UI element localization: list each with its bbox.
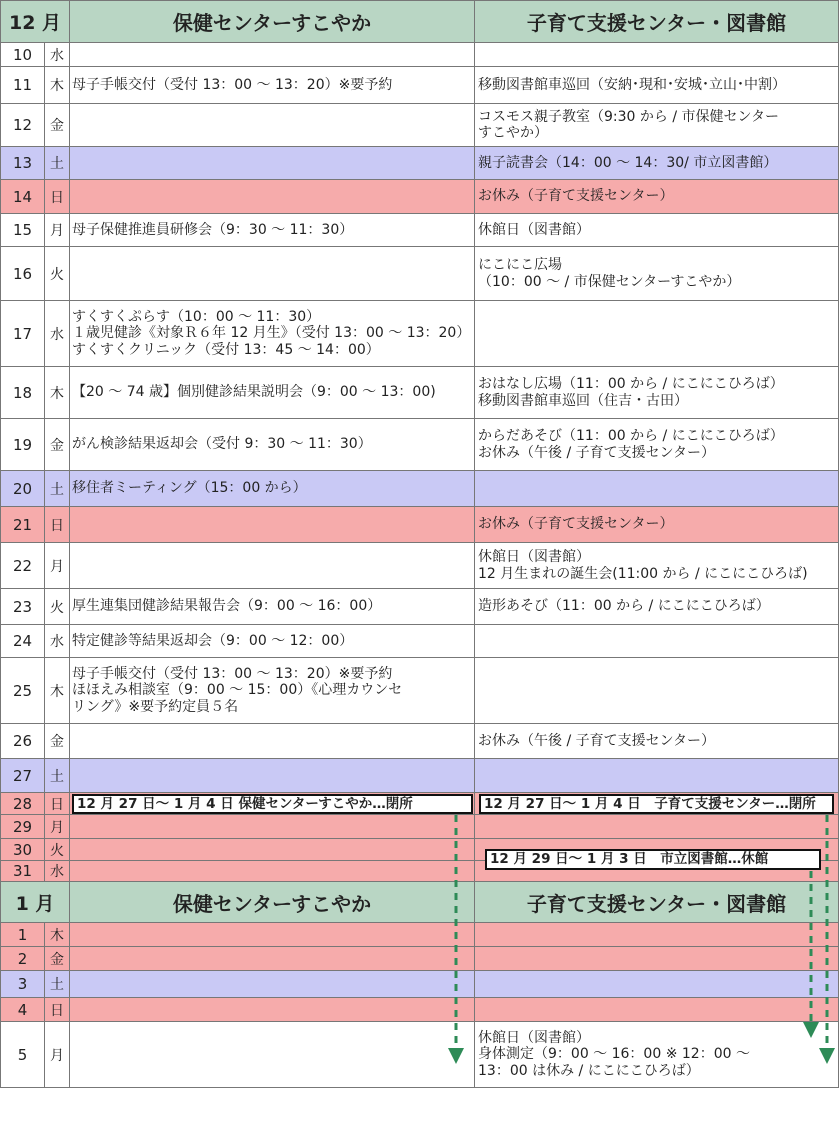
health-center-events [70, 180, 475, 214]
health-center-events [70, 419, 475, 471]
weekday-label: 水 [45, 625, 70, 658]
event-line: お休み（午後 / 子育て支援センター） [478, 732, 716, 749]
event-line: にこにこ広場 [478, 257, 562, 274]
support-center-events [475, 923, 839, 947]
support-center-events [475, 147, 839, 180]
day-number: 23 [1, 589, 45, 625]
health-center-events [70, 947, 475, 971]
event-line: 休館日（図書館） [478, 549, 590, 566]
event-line: 厚生連集団健診結果報告会（9：00 〜 16：00） [72, 598, 382, 615]
health-center-events [70, 214, 475, 247]
event-line: 特定健診等結果返却会（9：00 〜 12：00） [72, 632, 354, 649]
event-line: 移動図書館車巡回（安納･現和･安城･立山･中割） [478, 76, 786, 93]
event-line: 移動図書館車巡回（住吉・古田） [478, 392, 688, 409]
weekday-label: 水 [45, 861, 70, 882]
health-center-events [70, 861, 475, 882]
support-center-events [475, 815, 839, 839]
weekday-label: 金 [45, 724, 70, 759]
event-line: すこやか） [478, 125, 548, 141]
day-number: 22 [1, 543, 45, 589]
day-row [1, 214, 839, 247]
december-header [1, 1, 839, 43]
support-center-events [475, 507, 839, 543]
day-number: 26 [1, 724, 45, 759]
day-number: 29 [1, 815, 45, 839]
weekday-label: 木 [45, 923, 70, 947]
health-center-events [70, 301, 475, 367]
event-line: （10：00 〜 / 市保健センターすこやか） [478, 273, 741, 290]
support-center-events [475, 658, 839, 724]
health-center-events [70, 43, 475, 67]
weekday-label: 月 [45, 815, 70, 839]
support-center-events [475, 247, 839, 301]
day-number: 16 [1, 247, 45, 301]
day-number: 31 [1, 861, 45, 882]
weekday-label: 金 [45, 947, 70, 971]
weekday-label: 金 [45, 419, 70, 471]
support-center-events [475, 947, 839, 971]
day-row [1, 589, 839, 625]
day-row [1, 471, 839, 507]
day-row [1, 147, 839, 180]
day-row [1, 419, 839, 471]
health-center-events [70, 724, 475, 759]
weekday-label: 日 [45, 180, 70, 214]
day-row [1, 1022, 839, 1088]
health-center-events [70, 658, 475, 724]
weekday-label: 土 [45, 471, 70, 507]
support-center-events [475, 43, 839, 67]
event-line: リング》※要予約定員５名 [72, 698, 239, 715]
event-line: 母子手帳交付（受付 13：00 〜 13：20）※要予約 [72, 76, 393, 93]
weekday-label: 木 [45, 67, 70, 104]
support-center-events [475, 104, 839, 147]
health-center-header: 保健センターすこやか [70, 882, 475, 923]
day-number: 1 [1, 923, 45, 947]
day-row [1, 543, 839, 589]
day-number: 12 [1, 104, 45, 147]
weekday-label: 金 [45, 104, 70, 147]
day-row [1, 67, 839, 104]
weekday-label: 土 [45, 759, 70, 793]
support-center-events [475, 1022, 839, 1088]
support-center-events [475, 367, 839, 419]
day-number: 21 [1, 507, 45, 543]
event-line: お休み（子育て支援センター） [478, 516, 674, 533]
banner-library-closure: 12 月 29 日〜 1 月 3 日 市立図書館…休館 [485, 849, 821, 870]
support-center-header: 子育て支援センター・図書館 [475, 1, 839, 43]
weekday-label: 火 [45, 839, 70, 861]
event-line: コスモス親子教室（9:30 から / 市保健センター [478, 108, 779, 125]
support-center-events [475, 471, 839, 507]
day-row [1, 625, 839, 658]
support-center-events [475, 180, 839, 214]
support-center-events [475, 301, 839, 367]
support-center-events [475, 67, 839, 104]
health-center-events [70, 815, 475, 839]
event-line: すくすくクリニック（受付 13：45 〜 14：00） [72, 341, 380, 358]
health-center-events [70, 147, 475, 180]
health-center-events [70, 625, 475, 658]
event-line: 母子手帳交付（受付 13：00 〜 13：20）※要予約 [72, 666, 393, 683]
weekday-label: 月 [45, 543, 70, 589]
event-line: 親子読書会（14：00 〜 14：30/ 市立図書館） [478, 154, 778, 171]
day-number: 14 [1, 180, 45, 214]
banner-support-closure: 12 月 27 日〜 1 月 4 日 子育て支援センター…閉所 [479, 794, 834, 814]
day-row [1, 998, 839, 1022]
health-center-events [70, 471, 475, 507]
event-line: 移住者ミーティング（15：00 から） [72, 480, 307, 497]
day-number: 17 [1, 301, 45, 367]
support-center-events [475, 759, 839, 793]
event-line: 休館日（図書館） [478, 221, 590, 238]
day-row [1, 759, 839, 793]
event-line: 身体測定（9：00 〜 16：00 ※ 12：00 〜 [478, 1046, 750, 1063]
day-number: 25 [1, 658, 45, 724]
day-row [1, 301, 839, 367]
day-number: 19 [1, 419, 45, 471]
health-center-events [70, 507, 475, 543]
support-center-events [475, 589, 839, 625]
day-row [1, 507, 839, 543]
weekday-label: 月 [45, 214, 70, 247]
weekday-label: 火 [45, 247, 70, 301]
support-center-events [475, 971, 839, 998]
banner-health-closure: 12 月 27 日〜 1 月 4 日 保健センターすこやか…閉所 [72, 794, 473, 814]
day-number: 4 [1, 998, 45, 1022]
weekday-label: 木 [45, 367, 70, 419]
event-line: 【20 〜 74 歳】個別健診結果説明会（9：00 〜 13：00) [72, 384, 436, 401]
event-line: 造形あそび（11：00 から / にこにこひろば） [478, 598, 770, 615]
day-row [1, 815, 839, 839]
weekday-label: 日 [45, 793, 70, 815]
day-number: 2 [1, 947, 45, 971]
event-line: ほほえみ相談室（9：00 〜 15：00）《心理カウンセ [72, 682, 403, 699]
day-row [1, 367, 839, 419]
day-row [1, 971, 839, 998]
support-center-header: 子育て支援センター・図書館 [475, 882, 839, 923]
support-center-events [475, 724, 839, 759]
day-number: 15 [1, 214, 45, 247]
health-center-events [70, 367, 475, 419]
health-center-events [70, 247, 475, 301]
day-number: 3 [1, 971, 45, 998]
weekday-label: 土 [45, 147, 70, 180]
day-row [1, 923, 839, 947]
weekday-label: 土 [45, 971, 70, 998]
event-line: すくすくぷらす（10：00 〜 11：30） [72, 309, 321, 326]
day-row [1, 43, 839, 67]
day-number: 13 [1, 147, 45, 180]
health-center-events [70, 67, 475, 104]
weekday-label: 水 [45, 43, 70, 67]
health-center-events [70, 589, 475, 625]
health-center-events [70, 971, 475, 998]
event-line: １歳児健診《対象Ｒ６年 12 月生》（受付 13：00 〜 13：20） [72, 325, 471, 342]
day-number: 5 [1, 1022, 45, 1088]
event-line: 13：00 は休み / にこにこひろば） [478, 1062, 700, 1079]
day-row [1, 724, 839, 759]
day-number: 24 [1, 625, 45, 658]
event-line: 12 月生まれの誕生会(11:00 から / にこにこひろば) [478, 565, 808, 582]
day-number: 27 [1, 759, 45, 793]
weekday-label: 火 [45, 589, 70, 625]
health-center-events [70, 839, 475, 861]
support-center-events [475, 625, 839, 658]
event-line: お休み（午後 / 子育て支援センター） [478, 444, 716, 461]
support-center-events [475, 543, 839, 589]
day-row [1, 247, 839, 301]
day-row [1, 947, 839, 971]
weekday-label: 日 [45, 507, 70, 543]
support-center-events [475, 998, 839, 1022]
day-number: 11 [1, 67, 45, 104]
event-line: がん検診結果返却会（受付 9：30 〜 11：30） [72, 436, 372, 453]
january-header [1, 882, 839, 923]
day-number: 30 [1, 839, 45, 861]
day-number: 10 [1, 43, 45, 67]
event-line: 休館日（図書館） [478, 1030, 590, 1047]
weekday-label: 日 [45, 998, 70, 1022]
day-row [1, 180, 839, 214]
support-center-events [475, 214, 839, 247]
health-center-header: 保健センターすこやか [70, 1, 475, 43]
event-line: お休み（子育て支援センター） [478, 188, 674, 205]
day-number: 28 [1, 793, 45, 815]
health-center-events [70, 759, 475, 793]
day-number: 20 [1, 471, 45, 507]
weekday-label: 木 [45, 658, 70, 724]
day-number: 18 [1, 367, 45, 419]
day-row [1, 104, 839, 147]
health-center-events [70, 923, 475, 947]
weekday-label: 月 [45, 1022, 70, 1088]
health-center-events [70, 998, 475, 1022]
schedule-body [1, 1, 839, 1088]
day-row [1, 658, 839, 724]
event-line: おはなし広場（11：00 から / にこにこひろば） [478, 376, 784, 393]
month-label: 12 月 [1, 1, 70, 43]
health-center-events [70, 1022, 475, 1088]
health-center-events [70, 104, 475, 147]
health-center-events [70, 543, 475, 589]
weekday-label: 水 [45, 301, 70, 367]
event-line: からだあそび（11：00 から / にこにこひろば） [478, 428, 784, 445]
support-center-events [475, 419, 839, 471]
month-label: 1 月 [1, 882, 70, 923]
event-line: 母子保健推進員研修会（9：30 〜 11：30） [72, 221, 354, 238]
